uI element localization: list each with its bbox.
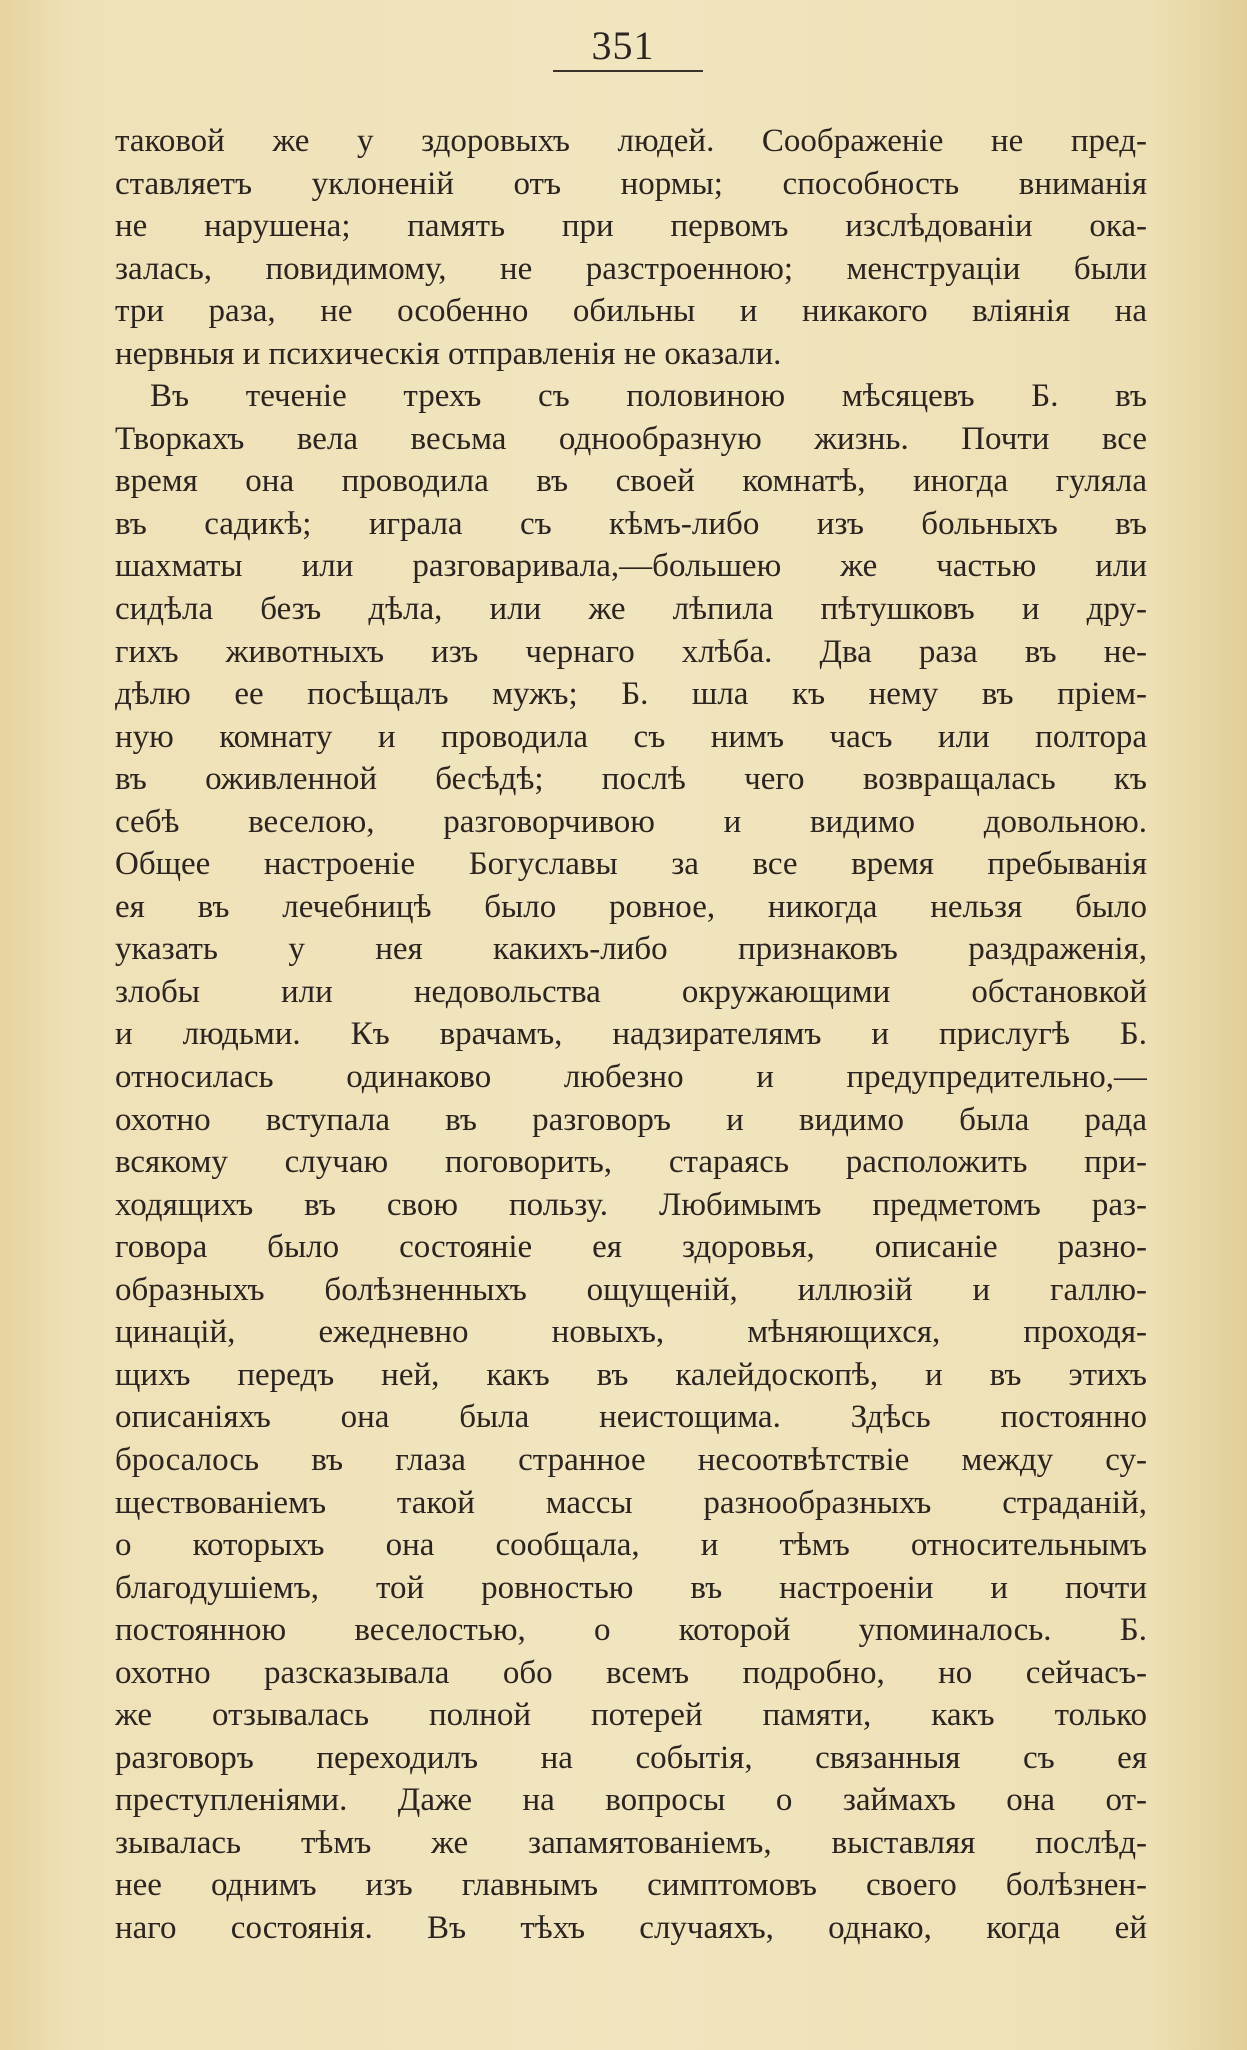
text-line: о которыхъ она сообщала, и тѣмъ относительнымъ [115,1527,1147,1564]
text-line: благодушіемъ, той ровностью въ настроеніи и почти [115,1569,1147,1606]
text-line: три раза, не особенно обильны и никакого вліянія на [115,293,1147,330]
text-line: преступленіями. Даже на вопросы о займахъ она от- [115,1782,1147,1819]
page-number: 351 [591,23,655,68]
text-line: описаніяхъ она была неистощима. Здѣсь постоянно [115,1399,1147,1436]
text-line: ществованіемъ такой массы разнообразныхъ страданій, [115,1484,1147,1521]
text-line: всякому случаю поговорить, стараясь расположить при- [115,1144,1147,1181]
text-line: нервныя и психическія отправленія не оказали. [115,335,782,372]
text-line: ходящихъ въ свою пользу. Любимымъ предметомъ раз- [115,1186,1147,1223]
text-line: гихъ животныхъ изъ чернаго хлѣба. Два раза въ не- [115,633,1147,670]
text-line: въ садикѣ; играла съ кѣмъ-либо изъ больныхъ въ [115,505,1147,542]
text-line: злобы или недовольства окружающими обстановкой [115,973,1147,1010]
text-line: шахматы или разговаривала,—большею же частью или [115,548,1147,585]
text-line: таковой же у здоровыхъ людей. Соображеніе не пред- [115,123,1147,159]
text-line: охотно вступала въ разговоръ и видимо была рада [115,1101,1147,1138]
text-line: не нарушена; память при первомъ изслѣдованіи ока- [115,208,1147,245]
text-line: постоянною веселостью, о которой упоминалось. Б. [115,1612,1147,1649]
text-line: образныхъ болѣзненныхъ ощущеній, иллюзій и галлю- [115,1271,1147,1308]
text-line: сидѣла безъ дѣла, или же лѣпила пѣтушковъ и дру- [115,591,1147,628]
text-line: относилась одинаково любезно и предупредительно,— [115,1059,1147,1096]
text-line: цинацій, ежедневно новыхъ, мѣняющихся, проходя- [115,1314,1147,1351]
text-line: зывалась тѣмъ же запамятованіемъ, выставляя послѣд- [115,1824,1147,1861]
text-line: же отзывалась полной потерей памяти, какъ только [115,1697,1147,1734]
text-line: нее однимъ изъ главнымъ симптомовъ своего болѣзнен- [115,1867,1147,1904]
text-line: указать у нея какихъ-либо признаковъ раздраженія, [115,931,1147,968]
text-line: Въ теченіе трехъ съ половиною мѣсяцевъ Б. въ [150,378,1147,415]
text-line: щихъ передъ ней, какъ въ калейдоскопѣ, и въ этихъ [115,1356,1147,1393]
text-line: дѣлю ее посѣщалъ мужъ; Б. шла къ нему въ пріем- [115,676,1147,713]
page-number-rule [553,70,703,72]
text-line: себѣ веселою, разговорчивою и видимо довольною. [115,803,1147,840]
text-line: залась, повидимому, не разстроенною; менструаціи были [115,250,1147,287]
text-line: Общее настроеніе Богуславы за все время пребыванія [115,846,1147,883]
text-line: охотно разсказывала обо всемъ подробно, но сейчасъ- [115,1654,1147,1691]
text-line: въ оживленной бесѣдѣ; послѣ чего возвращалась къ [115,761,1147,798]
text-line: бросалось въ глаза странное несоотвѣтствіе между су- [115,1441,1147,1478]
text-line: ную комнату и проводила съ нимъ часъ или полтора [115,718,1147,755]
body-text [115,120,1147,1950]
text-line: ея въ лечебницѣ было ровное, никогда нельзя было [115,888,1147,925]
text-line: ставляетъ уклоненій отъ нормы; способность вниманія [115,165,1147,202]
text-line: время она проводила въ своей комнатѣ, иногда гуляла [115,463,1147,500]
text-line: и людьми. Къ врачамъ, надзирателямъ и прислугѣ Б. [115,1016,1147,1053]
text-line: говора было состояніе ея здоровья, описаніе разно- [115,1229,1147,1266]
text-line: наго состоянія. Въ тѣхъ случаяхъ, однако, когда ей [115,1909,1147,1946]
text-line: разговоръ переходилъ на событія, связанныя съ ея [115,1739,1147,1776]
text-line: Творкахъ вела весьма однообразную жизнь. Почти все [115,420,1147,457]
